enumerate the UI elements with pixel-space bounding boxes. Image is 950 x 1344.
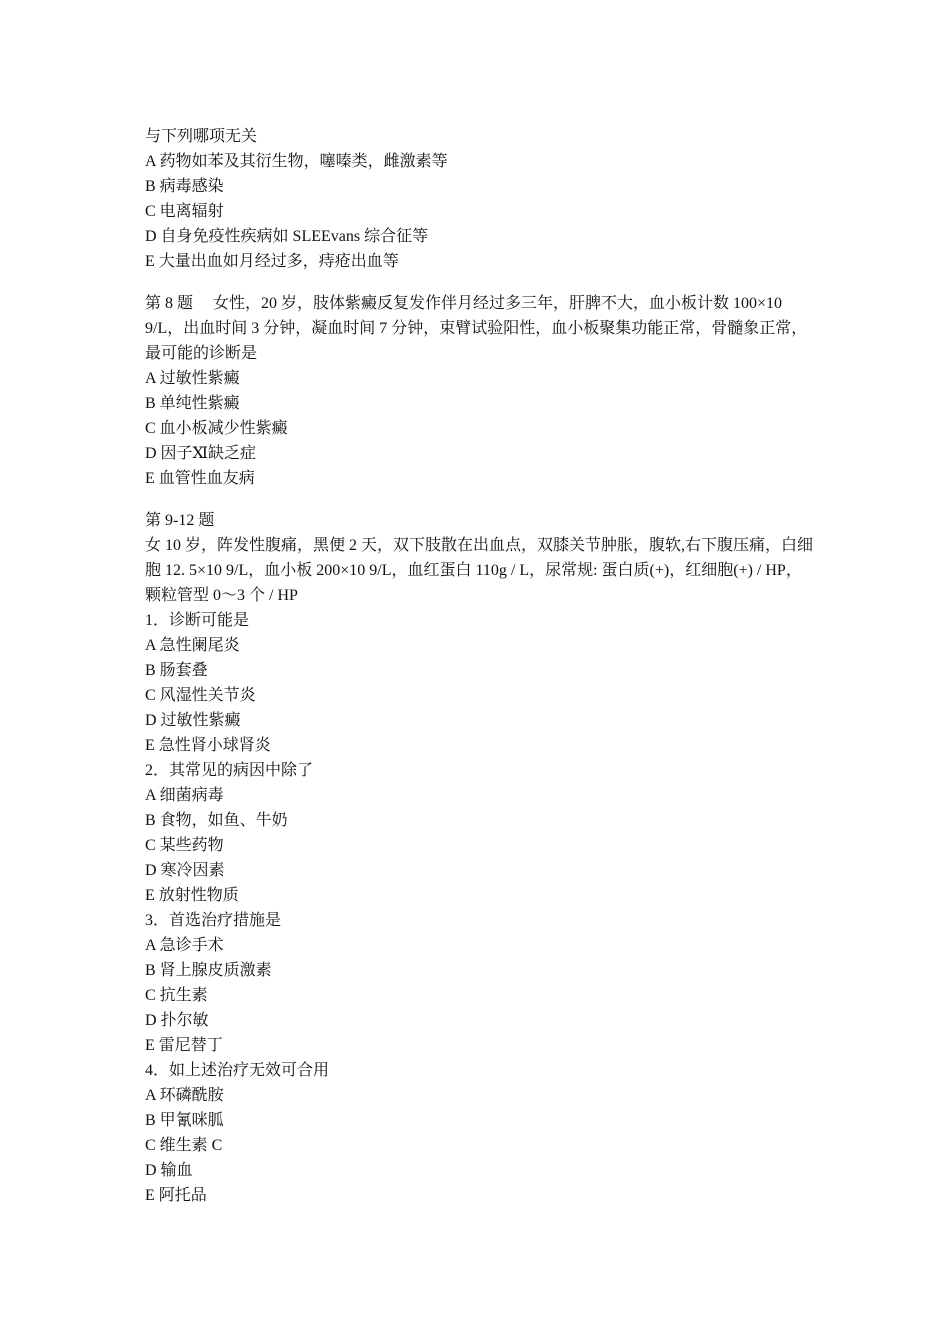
- case-description-line: 女 10 岁，阵发性腹痛，黑便 2 天，双下肢散在出血点，双膝关节肿胀，腹软,右下腹压痛，白细: [145, 537, 814, 554]
- option-d: D 扑尔敏: [145, 1012, 209, 1029]
- option-d: D 寒冷因素: [145, 862, 225, 879]
- option-e: E 放射性物质: [145, 887, 239, 904]
- option-c: C 血小板减少性紫癜: [145, 420, 288, 437]
- option-a: A 过敏性紫癜: [145, 370, 240, 387]
- option-d: D 输血: [145, 1162, 193, 1179]
- option-a: A 环磷酰胺: [145, 1087, 224, 1104]
- option-d: D 自身免疫性疾病如 SLEEvans 综合征等: [145, 228, 429, 245]
- option-e: E 血管性血友病: [145, 470, 255, 487]
- option-c: C 某些药物: [145, 837, 224, 854]
- option-b: B 病毒感染: [145, 178, 224, 195]
- paragraph-gap: [145, 491, 815, 508]
- document-page: [145, 124, 815, 1208]
- option-b: B 甲氰咪胍: [145, 1112, 224, 1129]
- paragraph-gap: [145, 274, 815, 291]
- option-d: D 过敏性紫癜: [145, 712, 241, 729]
- sub-question-2: 2．其常见的病因中除了: [145, 762, 314, 779]
- option-a: A 急性阑尾炎: [145, 637, 240, 654]
- option-c: C 维生素 C: [145, 1137, 223, 1154]
- option-b: B 肠套叠: [145, 662, 208, 679]
- sub-question-1: 1．诊断可能是: [145, 612, 250, 629]
- option-d: D 因子Ⅺ缺乏症: [145, 445, 257, 462]
- option-b: B 食物，如鱼、牛奶: [145, 812, 288, 829]
- option-e: E 急性肾小球肾炎: [145, 737, 271, 754]
- option-e: E 大量出血如月经过多，痔疮出血等: [145, 253, 399, 270]
- option-c: C 抗生素: [145, 987, 208, 1004]
- case-description-line: 胞 12. 5×10 9/L，血小板 200×10 9/L，血红蛋白 110g / L，尿常规: 蛋白质(+)，红细胞(+) / HP，: [145, 562, 802, 579]
- question-9-12-title: 第 9-12 题: [145, 512, 215, 529]
- question-stem-tail: 与下列哪项无关: [145, 128, 258, 145]
- question-8-stem-line: 最可能的诊断是: [145, 345, 258, 362]
- question-8-stem-line: 9/L，出血时间 3 分钟，凝血时间 7 分钟，束臂试验阳性，血小板聚集功能正常，骨髓象正常，: [145, 320, 808, 337]
- case-description-line: 颗粒管型 0～3 个 / HP: [145, 587, 298, 604]
- sub-question-4: 4．如上述治疗无效可合用: [145, 1062, 330, 1079]
- question-9-12: [145, 508, 815, 1208]
- question-7-continuation: [145, 124, 815, 274]
- option-e: E 雷尼替丁: [145, 1037, 223, 1054]
- option-e: E 阿托品: [145, 1187, 207, 1204]
- question-8-stem-line: 第 8 题 女性，20 岁，肢体紫癜反复发作伴月经过多三年，肝脾不大，血小板计数 100×10: [145, 295, 783, 312]
- option-a: A 药物如苯及其衍生物，噻嗪类，雌激素等: [145, 153, 448, 170]
- sub-question-3: 3．首选治疗措施是: [145, 912, 282, 929]
- question-8: [145, 291, 815, 491]
- option-c: C 风湿性关节炎: [145, 687, 256, 704]
- option-b: B 单纯性紫癜: [145, 395, 240, 412]
- option-a: A 细菌病毒: [145, 787, 224, 804]
- option-c: C 电离辐射: [145, 203, 224, 220]
- option-a: A 急诊手术: [145, 937, 224, 954]
- option-b: B 肾上腺皮质激素: [145, 962, 272, 979]
